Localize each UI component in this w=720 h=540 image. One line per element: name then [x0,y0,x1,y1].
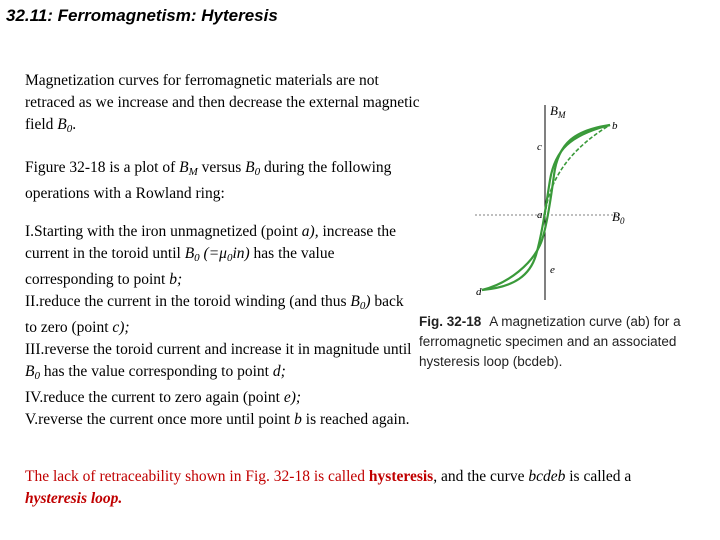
desc-text-3: during the following operations with a Rowland ring: [25,159,392,202]
b0-subscript: 0 [359,300,366,312]
label-point-c: c [537,141,542,153]
step-1-text-2: increase the current in the toroid until [25,223,397,262]
b0-symbol: B [57,116,67,133]
figure-caption [419,312,719,372]
b0-subscript: 0 [254,166,261,178]
b0-subscript: 0 [194,252,200,264]
conclusion-text-3: is called a [565,468,632,485]
mu-symbol: μ [219,245,227,262]
step-4 [25,387,413,409]
mu-subscript: 0 [226,252,233,264]
point-c: c); [112,319,130,336]
intro-text: Magnetization curves for ferromagnetic materials are not retraced as we increase and then decrease the external magnetic field [25,72,420,133]
b0-symbol: B [245,159,255,176]
hysteresis-figure [460,95,710,310]
close-paren: ) [365,293,371,310]
label-point-b: b [612,120,618,132]
in-text: in) [232,245,250,262]
intro-end: . [72,116,77,133]
step-5-text-2: is reached again. [301,411,410,428]
bm-symbol: B [179,159,189,176]
b0-subscript: 0 [34,370,40,382]
step-2-text: II.reduce the current in the toroid winding (and thus [25,293,351,310]
x-axis-label: $B_0$ [612,209,625,226]
label-point-e: e [550,264,555,276]
step-5-text: V.reverse the current once more until point [25,411,295,428]
b0-symbol: B [350,293,360,310]
steps-list [25,221,413,431]
conclusion-text-2: , and the curve [433,468,529,485]
label-point-d: d [476,286,482,298]
point-b: b; [169,271,183,288]
point-e: e); [283,389,302,406]
step-4-text: IV.reduce the current to zero again (point [25,389,284,406]
b0-symbol: B [25,363,35,380]
b0-subscript: 0 [66,123,73,135]
desc-text-1: Figure 32-18 is a plot of [25,159,180,176]
step-2-text-2: back to zero (point [25,293,404,336]
step-1-text-3: has the value corresponding to point [25,245,335,288]
step-3 [25,339,413,387]
conclusion-paragraph [25,466,695,510]
label-point-a: a [537,209,543,221]
b0-symbol: B [184,245,195,262]
step-1 [25,221,413,291]
slide-title: 32.11: Ferromagnetism: Hyteresis [6,6,278,25]
bm-subscript: M [188,166,198,178]
point-d: d; [272,363,286,380]
step-5 [25,409,413,431]
point-a: a), [301,223,319,240]
step-2 [25,291,413,339]
term-hysteresis: hysteresis [368,468,434,485]
caption-text: A magnetization curve (ab) for a ferromagnetic specimen and an associated hysteresis loop (bcdeb). [419,314,681,369]
conclusion-text-1: The lack of retraceability shown in Fig. 32-18 is called [25,468,369,485]
figure-number: Fig. 32-18 [419,314,482,329]
y-axis-label: $B_M$ [550,103,566,120]
point-b: b [294,411,302,428]
intro-paragraph [25,70,420,140]
desc-text-2: versus [197,159,246,176]
step-1-text: I.Starting with the iron unmagnetized (point [25,223,302,240]
term-hysteresis-loop: hysteresis loop. [25,490,123,507]
step-3-text-2: has the value corresponding to point [39,363,273,380]
figure-description-paragraph [25,157,405,205]
step-3-text: III.reverse the toroid current and increase it in magnitude until [25,341,412,358]
equals-text: (= [199,245,220,262]
curve-name: bcdeb [528,468,566,485]
